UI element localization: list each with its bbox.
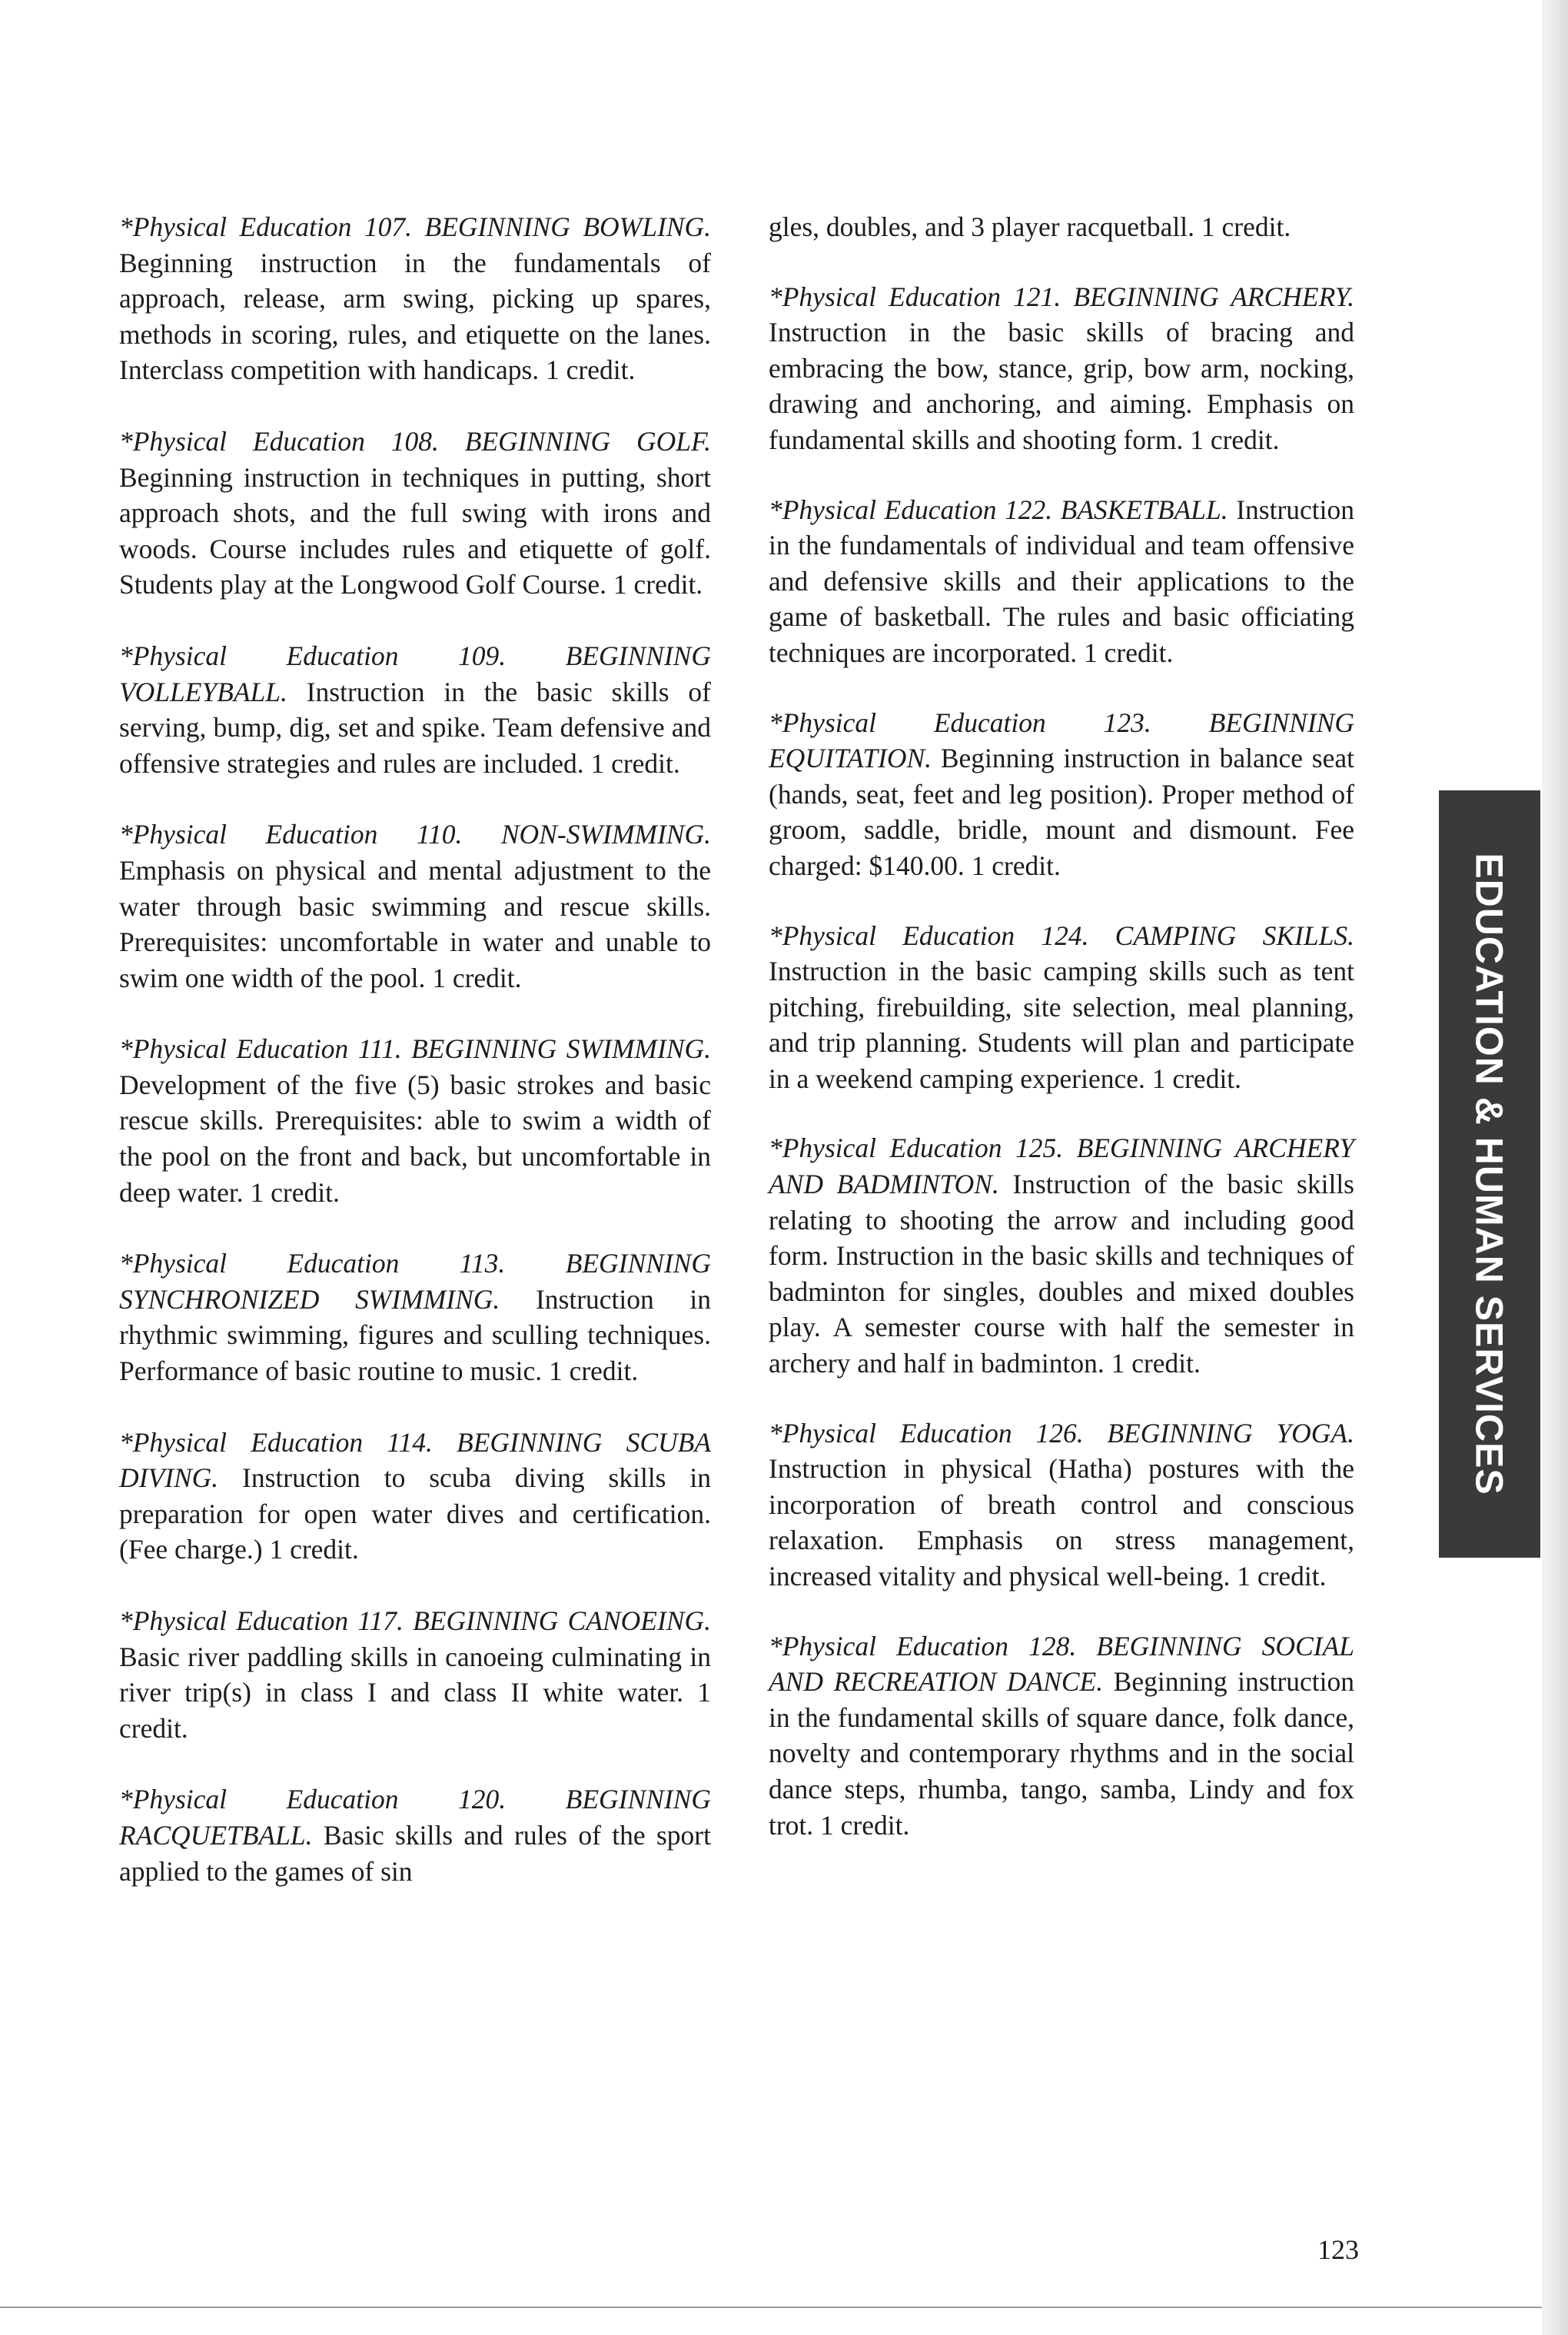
course-entry-pe111 bbox=[119, 1031, 711, 1210]
course-entry-pe122 bbox=[769, 492, 1354, 671]
course-description: Instruction in physical (Hatha) postures with the incorporation of breath control and conscious relaxation. Emphasis on stress management, increased vitality and physical well-being. 1 credit. bbox=[769, 1453, 1354, 1592]
course-entry-pe128 bbox=[769, 1628, 1354, 1844]
course-description: Emphasis on physical and mental adjustment to the water through basic swimming and rescue skills. Prerequisites: uncomfortable in water and unable to swim one width of the pool. 1 credit. bbox=[119, 854, 711, 993]
course-title: *Physical Education 111. BEGINNING SWIMMING. bbox=[119, 1033, 711, 1065]
course-entry-pe121 bbox=[769, 279, 1354, 458]
section-side-tab bbox=[1439, 790, 1540, 1558]
course-entry-pe124 bbox=[769, 918, 1354, 1097]
page-number: 123 bbox=[1317, 2234, 1359, 2265]
course-description: Instruction in the fundamentals of individual and team offensive and defensive skills and their applications to the game of basketball. The rules and basic officiating techniques are incorporated. 1 credit. bbox=[769, 494, 1354, 668]
course-title: *Physical Education 114. BEGINNING SCUBA DIVING. bbox=[119, 1426, 711, 1494]
course-title: *Physical Education 126. BEGINNING YOGA. bbox=[769, 1417, 1354, 1449]
course-title: *Physical Education 128. BEGINNING SOCIAL AND RECREATION DANCE. bbox=[769, 1630, 1354, 1698]
course-title: *Physical Education 123. BEGINNING EQUITATION. bbox=[769, 707, 1354, 774]
course-title: *Physical Education 121. BEGINNING ARCHERY. bbox=[769, 281, 1354, 312]
course-title: *Physical Education 125. BEGINNING ARCHERY AND BADMINTON. bbox=[769, 1133, 1354, 1200]
course-description: Beginning instruction in techniques in putting, short approach shots, and the full swing with irons and woods. Course includes rules and etiquette of golf. Students play at the Longwood Golf Course. 1 credit. bbox=[119, 461, 711, 600]
course-title: *Physical Education 107. BEGINNING BOWLING. bbox=[119, 211, 711, 242]
course-entry-pe108 bbox=[119, 424, 711, 603]
course-entry-pe110 bbox=[119, 817, 711, 996]
course-entry-pe114 bbox=[119, 1425, 711, 1568]
bottom-rule bbox=[0, 2307, 1542, 2308]
course-description: Basic skills and rules of the sport applied to the games of sin bbox=[119, 1819, 711, 1887]
side-tab-label: EDUCATION & HUMAN SERVICES bbox=[1468, 853, 1512, 1495]
course-description: Instruction in the basic skills of serving, bump, dig, set and spike. Team defensive and offensive strategies and rules are included. 1 credit. bbox=[119, 676, 711, 779]
course-description: Development of the five (5) basic strokes and basic rescue skills. Prerequisites: able to swim a width of the pool on the front and back, but uncomfortable in deep water. 1 credit. bbox=[119, 1069, 711, 1208]
course-title: *Physical Education 120. BEGINNING RACQUETBALL. bbox=[119, 1784, 711, 1851]
course-description: Basic river paddling skills in canoeing culminating in river trip(s) in class I and class II white water. 1 credit. bbox=[119, 1641, 711, 1744]
course-description: Instruction in the basic skills of bracing and embracing the bow, stance, grip, bow arm, nocking, drawing and anchoring, and aiming. Emphasis on fundamental skills and shooting form. 1 credit. bbox=[769, 317, 1354, 455]
course-title: *Physical Education 113. BEGINNING SYNCHRONIZED SWIMMING. bbox=[119, 1248, 711, 1315]
page-edge-shadow bbox=[1542, 0, 1568, 2335]
right-column bbox=[769, 209, 1354, 1877]
course-title: *Physical Education 109. BEGINNING VOLLEYBALL. bbox=[119, 640, 711, 707]
course-description: Beginning instruction in balance seat (hands, seat, feet and leg position). Proper method of groom, saddle, bridle, mount and dismount. Fee charged: $140.00. 1 credit. bbox=[769, 743, 1354, 881]
course-entry-pe126 bbox=[769, 1415, 1354, 1595]
course-entry-pe113 bbox=[119, 1246, 711, 1389]
course-entry-pe120 bbox=[119, 1781, 711, 1889]
course-title: *Physical Education 110. NON-SWIMMING. bbox=[119, 819, 711, 850]
course-title: *Physical Education 108. BEGINNING GOLF. bbox=[119, 425, 711, 457]
course-entry-pe117 bbox=[119, 1603, 711, 1746]
course-description: Instruction in the basic camping skills such as tent pitching, firebuilding, site selection, meal planning, and trip planning. Students will plan and participate in a weekend camping experience. 1 credit. bbox=[769, 956, 1354, 1094]
course-title: *Physical Education 122. BASKETBALL. bbox=[769, 494, 1228, 525]
course-description: Instruction in rhythmic swimming, figures and sculling techniques. Performance of basic routine to music. 1 credit. bbox=[119, 1283, 711, 1387]
course-description: Beginning instruction in the fundamentals of approach, release, arm swing, picking up spares, methods in scoring, rules, and etiquette on the lanes. Interclass competition with handicaps. 1 credit. bbox=[119, 247, 711, 386]
continued-text: gles, doubles, and 3 player racquetball. 1 credit. bbox=[769, 211, 1291, 242]
left-column bbox=[119, 209, 711, 1924]
course-title: *Physical Education 124. CAMPING SKILLS. bbox=[769, 920, 1354, 951]
course-entry-pe107 bbox=[119, 209, 711, 388]
course-title: *Physical Education 117. BEGINNING CANOEING. bbox=[119, 1605, 711, 1636]
course-entry-pe109 bbox=[119, 638, 711, 781]
course-description: Instruction to scuba diving skills in preparation for open water dives and certification. (Fee charge.) 1 credit. bbox=[119, 1462, 711, 1565]
course-entry-pe125 bbox=[769, 1130, 1354, 1381]
course-entry-pe123 bbox=[769, 705, 1354, 884]
course-description: Beginning instruction in the fundamental skills of square dance, folk dance, novelty and contemporary rhythms and in the social dance steps, rhumba, tango, samba, Lindy and fox trot. 1 credit. bbox=[769, 1666, 1354, 1841]
course-description: Instruction of the basic skills relating to shooting the arrow and including good form. Instruction in the basic skills and techniques of badminton for singles, doubles and mixed doubles play. A semester course with half the semester in archery and half in badminton. 1 credit. bbox=[769, 1169, 1354, 1379]
